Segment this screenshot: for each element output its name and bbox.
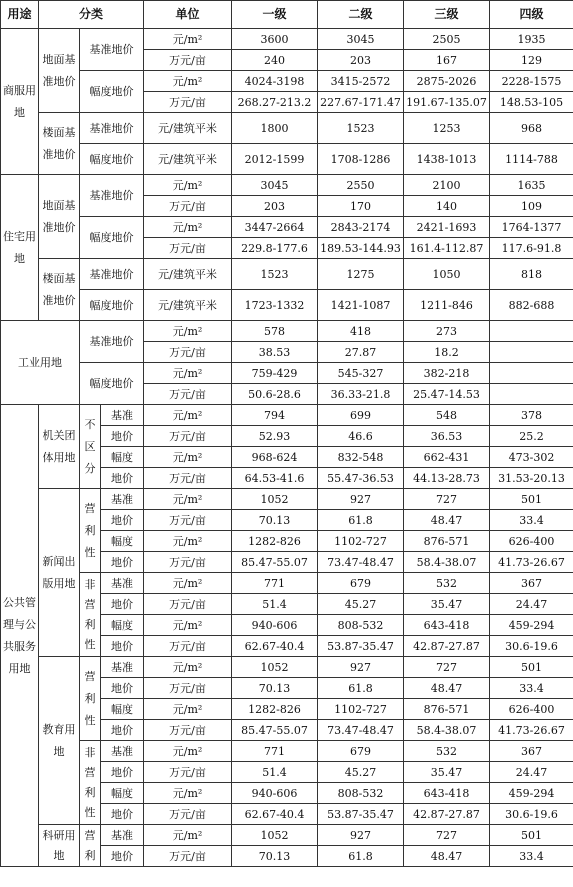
unit-cell: 万元/亩 [144,846,232,867]
unit-cell: 元/建筑平米 [144,144,232,175]
value-grade-1: 1282-826 [232,699,318,720]
value-grade-4: 501 [490,657,573,678]
subcategory-range: 幅度地价 [80,363,144,405]
value-grade-3: 382-218 [404,363,490,384]
value-grade-1: 2012-1599 [232,144,318,175]
value-grade-3: 161.4-112.87 [404,238,490,259]
unit-cell: 元/m² [144,741,232,762]
value-grade-2: 36.33-21.8 [318,384,404,405]
value-grade-4: 1114-788 [490,144,573,175]
value-grade-1: 1282-826 [232,531,318,552]
subcategory-base: 基准地价 [80,113,144,144]
value-grade-4 [490,321,573,342]
value-grade-4: 2228-1575 [490,71,573,92]
unit-cell: 万元/亩 [144,196,232,217]
table-row [1,741,573,762]
value-grade-3: 532 [404,573,490,594]
value-grade-3: 2875-2026 [404,71,490,92]
value-grade-4: 117.6-91.8 [490,238,573,259]
value-grade-4: 459-294 [490,783,573,804]
research-profit: 营利 [80,825,101,867]
unit-cell: 元/m² [144,699,232,720]
value-grade-1: 51.4 [232,762,318,783]
value-grade-3: 191.67-135.07 [404,92,490,113]
unit-cell: 万元/亩 [144,552,232,573]
value-grade-2: 1102-727 [318,699,404,720]
value-grade-3: 58.4-38.07 [404,552,490,573]
range-short-top: 幅度 [101,615,144,636]
value-grade-1: 1523 [232,259,318,290]
header-grade-1: 一级 [232,1,318,29]
value-grade-2: 45.27 [318,762,404,783]
value-grade-3: 2505 [404,29,490,50]
value-grade-3: 273 [404,321,490,342]
table-row [1,573,573,594]
value-grade-3: 876-571 [404,531,490,552]
value-grade-1: 38.53 [232,342,318,363]
category-ground-base: 地面基准地价 [39,29,80,113]
unit-cell: 元/m² [144,71,232,92]
category-news: 新闻出版用地 [39,489,80,657]
value-grade-2: 679 [318,741,404,762]
category-ground-base: 地面基准地价 [39,175,80,259]
base-short-bottom: 地价 [101,426,144,447]
value-grade-2: 927 [318,657,404,678]
value-grade-2: 679 [318,573,404,594]
unit-cell: 元/m² [144,447,232,468]
base-short-top: 基准 [101,741,144,762]
value-grade-3: 1438-1013 [404,144,490,175]
header-grade-3: 三级 [404,1,490,29]
value-grade-3: 18.2 [404,342,490,363]
subcategory-base: 基准地价 [80,175,144,217]
unit-cell: 万元/亩 [144,594,232,615]
unit-cell: 元/m² [144,825,232,846]
value-grade-2: 227.67-171.47 [318,92,404,113]
range-short-top: 幅度 [101,447,144,468]
value-grade-1: 578 [232,321,318,342]
base-short-top: 基准 [101,405,144,426]
value-grade-1: 64.53-41.6 [232,468,318,489]
value-grade-2: 170 [318,196,404,217]
value-grade-3: 643-418 [404,783,490,804]
subcategory-base: 基准地价 [80,29,144,71]
unit-cell: 元/m² [144,615,232,636]
base-short-bottom: 地价 [101,678,144,699]
category-research: 科研用地 [39,825,80,867]
value-grade-4: 501 [490,825,573,846]
value-grade-3: 35.47 [404,594,490,615]
range-short-bottom: 地价 [101,468,144,489]
value-grade-1: 771 [232,741,318,762]
table-row [1,29,573,50]
base-short-bottom: 地价 [101,762,144,783]
usage-public: 公共管理与公共服务用地 [1,405,39,867]
value-grade-3: 662-431 [404,447,490,468]
value-grade-4: 33.4 [490,846,573,867]
table-row [1,657,573,678]
range-short-bottom: 地价 [101,804,144,825]
value-grade-2: 927 [318,489,404,510]
value-grade-1: 771 [232,573,318,594]
value-grade-3: 25.47-14.53 [404,384,490,405]
value-grade-3: 35.47 [404,762,490,783]
value-grade-4 [490,363,573,384]
unit-cell: 万元/亩 [144,636,232,657]
value-grade-1: 203 [232,196,318,217]
base-short-bottom: 地价 [101,510,144,531]
no-distinction: 不区分 [80,405,101,489]
value-grade-2: 61.8 [318,510,404,531]
value-grade-1: 1800 [232,113,318,144]
value-grade-2: 46.6 [318,426,404,447]
value-grade-3: 643-418 [404,615,490,636]
value-grade-2: 1523 [318,113,404,144]
value-grade-3: 1253 [404,113,490,144]
table-row [1,405,573,426]
value-grade-2: 61.8 [318,678,404,699]
value-grade-4: 473-302 [490,447,573,468]
value-grade-1: 3600 [232,29,318,50]
value-grade-3: 532 [404,741,490,762]
value-grade-1: 268.27-213.2 [232,92,318,113]
value-grade-3: 167 [404,50,490,71]
unit-cell: 元/m² [144,321,232,342]
value-grade-1: 3045 [232,175,318,196]
value-grade-1: 4024-3198 [232,71,318,92]
value-grade-4: 31.53-20.13 [490,468,573,489]
unit-cell: 万元/亩 [144,50,232,71]
base-short-top: 基准 [101,825,144,846]
value-grade-3: 36.53 [404,426,490,447]
unit-cell: 元/m² [144,783,232,804]
value-grade-1: 62.67-40.4 [232,636,318,657]
header-grade-2: 二级 [318,1,404,29]
unit-cell: 万元/亩 [144,510,232,531]
value-grade-2: 927 [318,825,404,846]
base-short-top: 基准 [101,489,144,510]
table-row [1,71,573,92]
usage-residential: 住宅用地 [1,175,39,321]
unit-cell: 元/建筑平米 [144,259,232,290]
value-grade-4: 41.73-26.67 [490,720,573,741]
value-grade-4: 25.2 [490,426,573,447]
value-grade-4 [490,342,573,363]
table-row [1,217,573,238]
value-grade-1: 229.8-177.6 [232,238,318,259]
unit-cell: 元/m² [144,657,232,678]
value-grade-3: 42.87-27.87 [404,636,490,657]
value-grade-1: 51.4 [232,594,318,615]
value-grade-4: 33.4 [490,678,573,699]
value-grade-2: 53.87-35.47 [318,636,404,657]
unit-cell: 元/建筑平米 [144,290,232,321]
category-building-base: 楼面基准地价 [39,113,80,175]
usage-industrial: 工业用地 [1,321,80,405]
value-grade-2: 3045 [318,29,404,50]
table-row [1,290,573,321]
unit-cell: 万元/亩 [144,720,232,741]
value-grade-3: 48.47 [404,510,490,531]
value-grade-3: 727 [404,657,490,678]
value-grade-3: 58.4-38.07 [404,720,490,741]
value-grade-3: 548 [404,405,490,426]
value-grade-2: 189.53-144.93 [318,238,404,259]
value-grade-4: 109 [490,196,573,217]
for-profit: 营利性 [80,657,101,741]
subcategory-range: 幅度地价 [80,144,144,175]
table-row [1,259,573,290]
unit-cell: 万元/亩 [144,762,232,783]
table-row [1,321,573,342]
value-grade-3: 2421-1693 [404,217,490,238]
unit-cell: 万元/亩 [144,678,232,699]
value-grade-1: 1052 [232,825,318,846]
base-short-bottom: 地价 [101,594,144,615]
table-row [1,144,573,175]
value-grade-1: 240 [232,50,318,71]
unit-cell: 元/m² [144,531,232,552]
unit-cell: 元/m² [144,217,232,238]
value-grade-2: 2550 [318,175,404,196]
header-row [1,1,573,29]
subcategory-range: 幅度地价 [80,290,144,321]
subcategory-range: 幅度地价 [80,71,144,113]
value-grade-4: 129 [490,50,573,71]
value-grade-4: 968 [490,113,573,144]
category-agency: 机关团体用地 [39,405,80,489]
value-grade-4: 1635 [490,175,573,196]
base-short-top: 基准 [101,657,144,678]
table-row [1,363,573,384]
value-grade-4 [490,384,573,405]
for-profit: 营利性 [80,489,101,573]
base-short-bottom: 地价 [101,846,144,867]
header-grade-4: 四级 [490,1,573,29]
unit-cell: 元/m² [144,29,232,50]
value-grade-4: 1764-1377 [490,217,573,238]
range-short-top: 幅度 [101,531,144,552]
value-grade-4: 30.6-19.6 [490,804,573,825]
unit-cell: 元/m² [144,489,232,510]
header-category: 分类 [39,1,144,29]
unit-cell: 元/建筑平米 [144,113,232,144]
value-grade-2: 699 [318,405,404,426]
value-grade-1: 62.67-40.4 [232,804,318,825]
unit-cell: 元/m² [144,405,232,426]
range-short-bottom: 地价 [101,720,144,741]
value-grade-3: 42.87-27.87 [404,804,490,825]
unit-cell: 万元/亩 [144,342,232,363]
value-grade-4: 459-294 [490,615,573,636]
header-unit: 单位 [144,1,232,29]
value-grade-2: 73.47-48.47 [318,720,404,741]
unit-cell: 元/m² [144,573,232,594]
value-grade-2: 808-532 [318,615,404,636]
value-grade-3: 727 [404,489,490,510]
value-grade-4: 378 [490,405,573,426]
subcategory-range: 幅度地价 [80,217,144,259]
value-grade-4: 882-688 [490,290,573,321]
non-profit: 非营利性 [80,741,101,825]
range-short-top: 幅度 [101,783,144,804]
value-grade-3: 48.47 [404,846,490,867]
category-building-base: 楼面基准地价 [39,259,80,321]
value-grade-1: 85.47-55.07 [232,720,318,741]
value-grade-3: 1050 [404,259,490,290]
unit-cell: 万元/亩 [144,384,232,405]
value-grade-2: 832-548 [318,447,404,468]
value-grade-4: 33.4 [490,510,573,531]
subcategory-base: 基准地价 [80,259,144,290]
value-grade-1: 70.13 [232,510,318,531]
value-grade-2: 27.87 [318,342,404,363]
value-grade-4: 24.47 [490,594,573,615]
unit-cell: 元/m² [144,175,232,196]
value-grade-3: 44.13-28.73 [404,468,490,489]
unit-cell: 万元/亩 [144,804,232,825]
value-grade-1: 940-606 [232,615,318,636]
value-grade-3: 140 [404,196,490,217]
value-grade-1: 50.6-28.6 [232,384,318,405]
value-grade-1: 1052 [232,489,318,510]
value-grade-2: 1275 [318,259,404,290]
table-row [1,175,573,196]
non-profit: 非营利性 [80,573,101,657]
value-grade-4: 501 [490,489,573,510]
unit-cell: 万元/亩 [144,426,232,447]
value-grade-1: 3447-2664 [232,217,318,238]
value-grade-2: 418 [318,321,404,342]
range-short-bottom: 地价 [101,636,144,657]
value-grade-4: 148.53-105 [490,92,573,113]
value-grade-1: 759-429 [232,363,318,384]
value-grade-1: 794 [232,405,318,426]
value-grade-2: 545-327 [318,363,404,384]
value-grade-2: 3415-2572 [318,71,404,92]
value-grade-1: 70.13 [232,678,318,699]
range-short-top: 幅度 [101,699,144,720]
value-grade-2: 73.47-48.47 [318,552,404,573]
value-grade-2: 45.27 [318,594,404,615]
value-grade-3: 1211-846 [404,290,490,321]
value-grade-3: 2100 [404,175,490,196]
value-grade-3: 876-571 [404,699,490,720]
value-grade-2: 55.47-36.53 [318,468,404,489]
value-grade-1: 940-606 [232,783,318,804]
value-grade-1: 52.93 [232,426,318,447]
value-grade-2: 1102-727 [318,531,404,552]
value-grade-2: 61.8 [318,846,404,867]
unit-cell: 万元/亩 [144,238,232,259]
value-grade-4: 818 [490,259,573,290]
value-grade-1: 968-624 [232,447,318,468]
value-grade-4: 41.73-26.67 [490,552,573,573]
table-row [1,113,573,144]
unit-cell: 万元/亩 [144,92,232,113]
value-grade-3: 727 [404,825,490,846]
value-grade-4: 626-400 [490,699,573,720]
value-grade-1: 1723-1332 [232,290,318,321]
subcategory-base: 基准地价 [80,321,144,363]
value-grade-2: 808-532 [318,783,404,804]
value-grade-2: 2843-2174 [318,217,404,238]
unit-cell: 万元/亩 [144,468,232,489]
header-usage: 用途 [1,1,39,29]
base-short-top: 基准 [101,573,144,594]
value-grade-4: 367 [490,741,573,762]
value-grade-4: 30.6-19.6 [490,636,573,657]
range-short-bottom: 地价 [101,552,144,573]
value-grade-4: 367 [490,573,573,594]
table-row [1,825,573,846]
value-grade-1: 1052 [232,657,318,678]
table-row [1,489,573,510]
value-grade-4: 626-400 [490,531,573,552]
value-grade-1: 85.47-55.07 [232,552,318,573]
value-grade-3: 48.47 [404,678,490,699]
value-grade-2: 53.87-35.47 [318,804,404,825]
value-grade-1: 70.13 [232,846,318,867]
value-grade-2: 1708-1286 [318,144,404,175]
value-grade-2: 1421-1087 [318,290,404,321]
category-education: 教育用地 [39,657,80,825]
unit-cell: 元/m² [144,363,232,384]
value-grade-2: 203 [318,50,404,71]
value-grade-4: 1935 [490,29,573,50]
usage-commercial: 商服用地 [1,29,39,175]
value-grade-4: 24.47 [490,762,573,783]
